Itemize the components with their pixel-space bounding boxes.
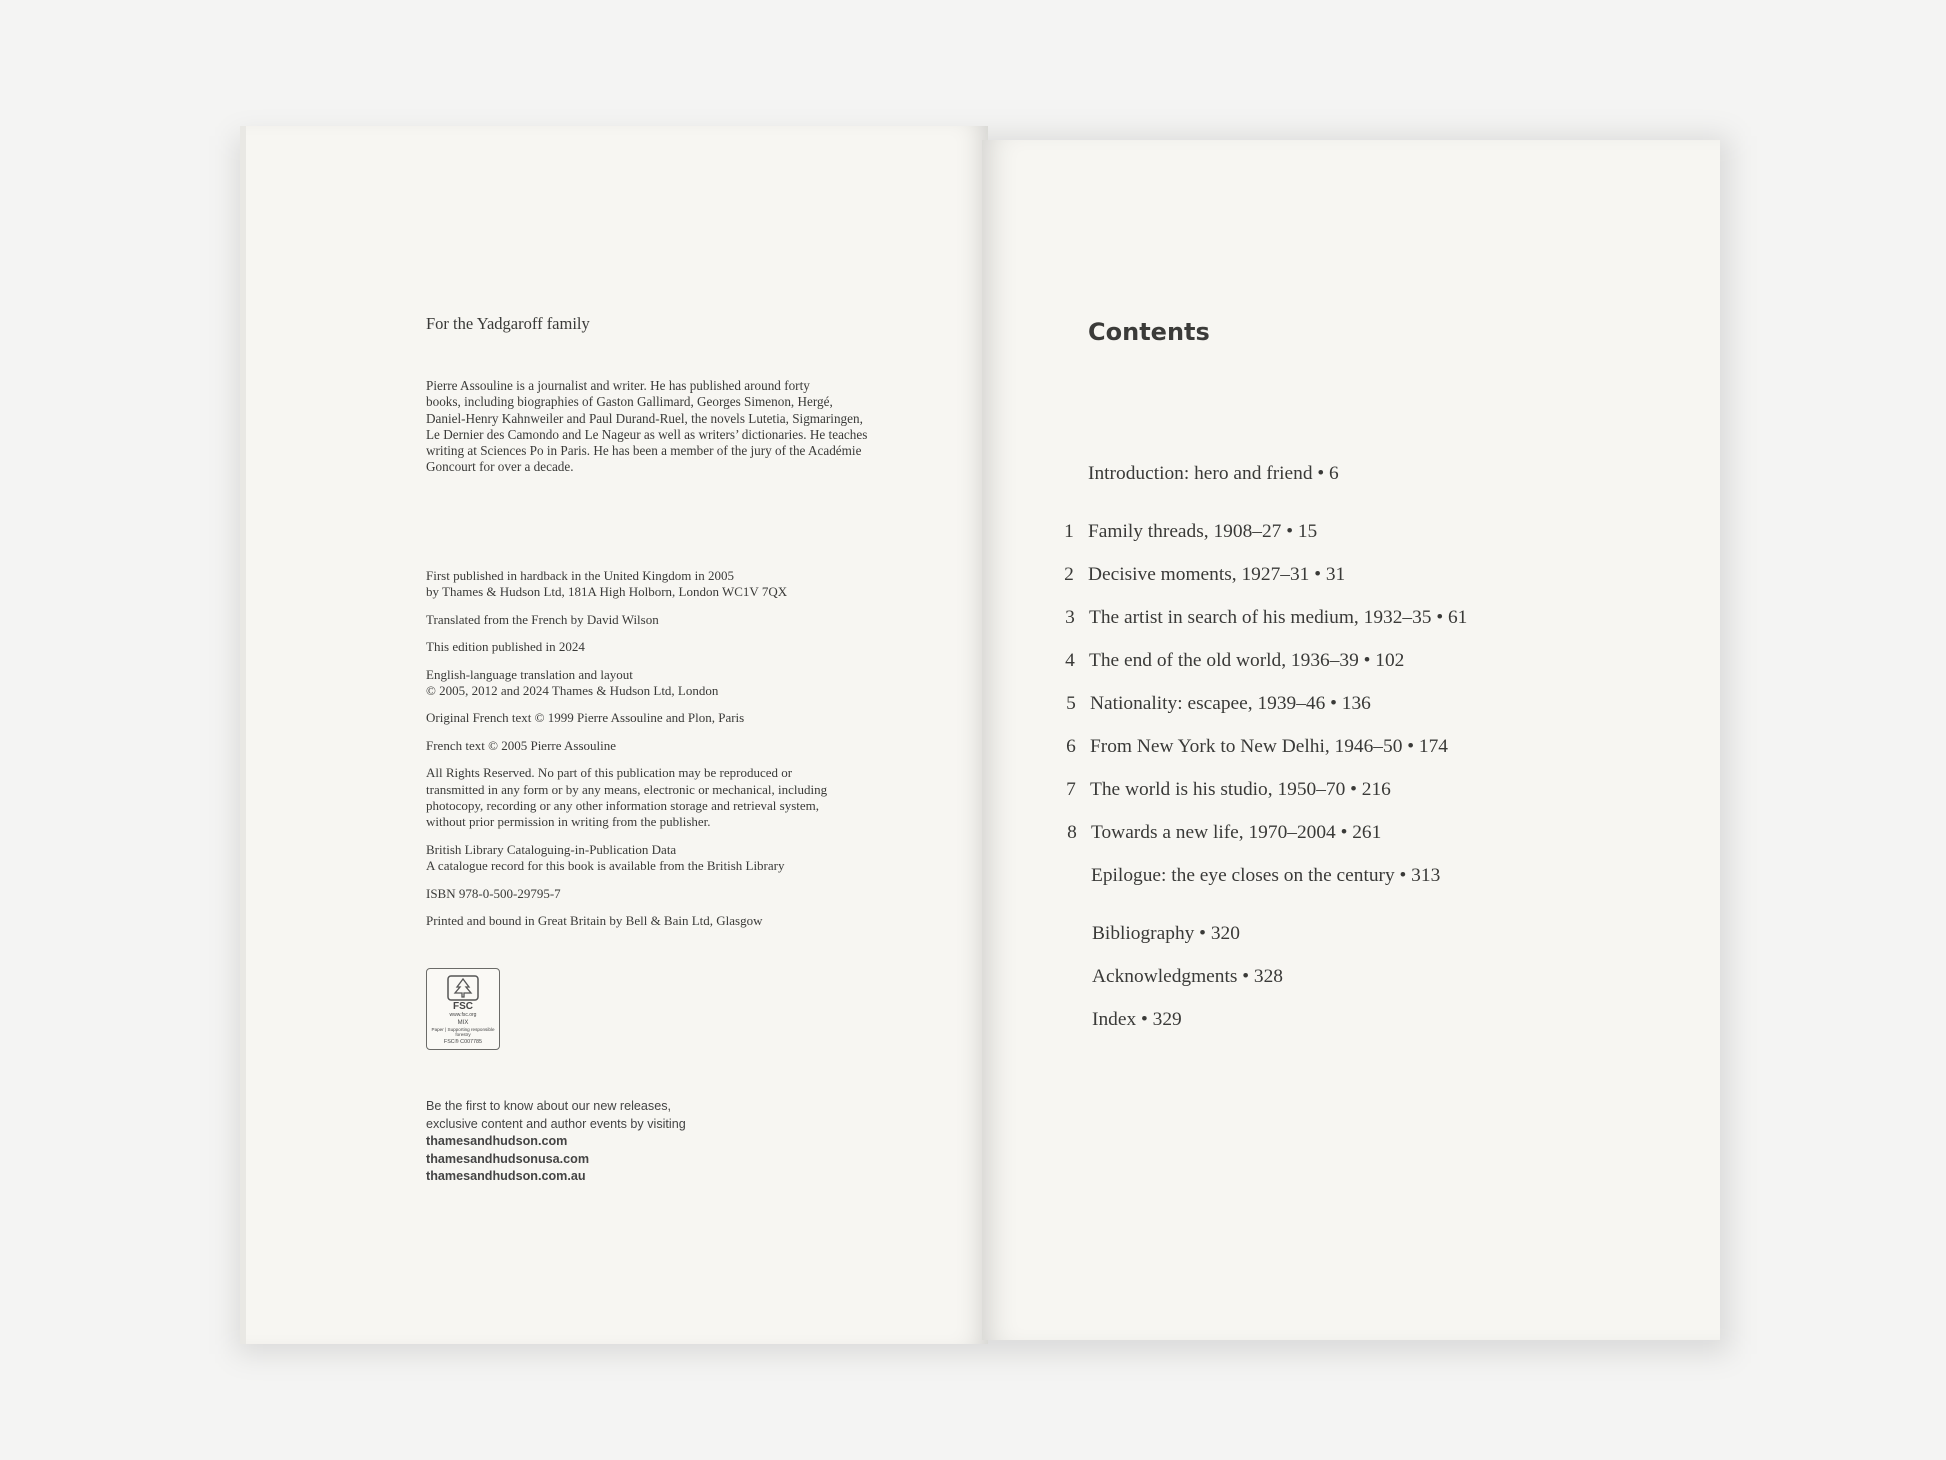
imprint-line: Translated from the French by David Wilson xyxy=(426,611,659,627)
toc-title: The artist in search of his medium, 1932–35 • 61 xyxy=(1089,607,1468,628)
imprint-line: Printed and bound in Great Britain by Bell & Bain Ltd, Glasgow xyxy=(426,913,763,929)
toc-entry-chapter-3 xyxy=(1065,607,1468,629)
toc-entry-chapter-2 xyxy=(1064,564,1346,586)
imprint-edition xyxy=(426,639,926,655)
toc-title: Acknowledgments • 328 xyxy=(1092,966,1283,987)
imprint-line: A catalogue record for this book is available from the British Library xyxy=(426,858,785,874)
toc-title: Bibliography • 320 xyxy=(1092,923,1240,944)
imprint-line: Original French text © 1999 Pierre Assouline and Plon, Paris xyxy=(426,710,745,726)
fsc-name: FSC xyxy=(453,1001,473,1012)
bio-line: Goncourt for over a decade. xyxy=(426,459,574,475)
website-url-au: thamesandhudson.com.au xyxy=(426,1169,586,1183)
toc-title: The world is his studio, 1950–70 • 216 xyxy=(1090,779,1391,800)
fsc-claim: Paper | Supporting responsible forestry xyxy=(431,1027,495,1037)
toc-entry-chapter-5 xyxy=(1066,693,1371,715)
toc-entry-chapter-1 xyxy=(1064,521,1318,543)
fsc-logo xyxy=(426,968,500,1050)
imprint-isbn xyxy=(426,886,926,902)
bio-line: Daniel-Henry Kahnweiler and Paul Durand-Ruel, the novels Lutetia, Sigmaringen, xyxy=(426,410,863,426)
bio-line: Pierre Assouline is a journalist and writer. He has published around forty xyxy=(426,378,810,393)
toc-entry-chapter-4 xyxy=(1065,650,1405,672)
toc-title: Epilogue: the eye closes on the century • 313 xyxy=(1091,865,1441,886)
website-url-uk: thamesandhudson.com xyxy=(426,1134,568,1148)
imprint-printer xyxy=(426,913,926,929)
imprint-line: British Library Cataloguing-in-Publication Data xyxy=(426,841,677,857)
imprint-line: First published in hardback in the United Kingdom in 2005 xyxy=(426,568,734,583)
imprint-translator xyxy=(426,612,926,628)
imprint-translation-copyright xyxy=(426,667,926,700)
toc-title: Decisive moments, 1927–31 • 31 xyxy=(1088,564,1346,585)
toc-title: Nationality: escapee, 1939–46 • 136 xyxy=(1090,693,1371,714)
imprint-line: © 2005, 2012 and 2024 Thames & Hudson Ltd, London xyxy=(426,683,719,699)
toc-title: Family threads, 1908–27 • 15 xyxy=(1088,521,1318,542)
toc-title: Introduction: hero and friend • 6 xyxy=(1088,463,1339,484)
toc-entry-epilogue xyxy=(1091,865,1440,887)
toc-entry-acknowledgments xyxy=(1092,966,1283,988)
fsc-site: www.fsc.org xyxy=(449,1011,477,1018)
imprint-line: transmitted in any form or by any means, electronic or mechanical, including xyxy=(426,781,828,797)
promo-text: Be the first to know about our new releases, xyxy=(426,1099,672,1113)
toc-title: From New York to New Delhi, 1946–50 • 174 xyxy=(1090,736,1448,757)
imprint-line: by Thames & Hudson Ltd, 181A High Holborn, London WC1V 7QX xyxy=(426,584,788,600)
toc-number: 1 xyxy=(1064,521,1074,542)
toc-number: 5 xyxy=(1066,693,1076,714)
toc-number: 7 xyxy=(1066,779,1076,800)
right-page-contents xyxy=(982,140,1720,1340)
toc-title: Towards a new life, 1970–2004 • 261 xyxy=(1091,822,1382,843)
toc-number: 4 xyxy=(1065,650,1075,671)
imprint-line: photocopy, recording or any other information storage and retrieval system, xyxy=(426,798,820,814)
fsc-mix-label: MIX xyxy=(457,1019,469,1026)
imprint-line: English-language translation and layout xyxy=(426,666,633,682)
toc-number: 8 xyxy=(1067,822,1077,843)
left-page-copyright xyxy=(240,126,988,1344)
imprint-line: French text © 2005 Pierre Assouline xyxy=(426,737,617,753)
imprint-rights-reserved xyxy=(426,765,926,831)
newsletter-promo xyxy=(426,1098,766,1186)
imprint-original-copyright xyxy=(426,710,926,726)
toc-entry-bibliography xyxy=(1092,923,1240,945)
author-bio xyxy=(426,378,926,476)
contents-heading: Contents xyxy=(1088,318,1210,346)
toc-number: 6 xyxy=(1066,736,1076,757)
toc-entry-chapter-8 xyxy=(1067,822,1382,844)
imprint-line: ISBN 978-0-500-29795-7 xyxy=(426,885,561,901)
bio-line: Le Dernier des Camondo and Le Nageur as well as writers’ dictionaries. He teaches xyxy=(426,426,868,442)
toc-title: Index • 329 xyxy=(1092,1009,1182,1030)
imprint-french-copyright xyxy=(426,738,926,754)
imprint-line: without prior permission in writing from the publisher. xyxy=(426,814,711,830)
imprint-line: All Rights Reserved. No part of this publication may be reproduced or xyxy=(426,765,793,781)
bio-line: books, including biographies of Gaston Gallimard, Georges Simenon, Hergé, xyxy=(426,394,833,410)
imprint-line: This edition published in 2024 xyxy=(426,639,585,655)
imprint-cip-data xyxy=(426,842,926,875)
imprint-first-published xyxy=(426,568,926,601)
toc-entry-index xyxy=(1092,1009,1182,1031)
fsc-tree-icon xyxy=(447,975,479,1001)
toc-title: The end of the old world, 1936–39 • 102 xyxy=(1089,650,1405,671)
toc-entry-introduction xyxy=(1088,463,1339,485)
toc-entry-chapter-7 xyxy=(1066,779,1391,801)
toc-number: 2 xyxy=(1064,564,1074,585)
promo-text: exclusive content and author events by visiting xyxy=(426,1116,686,1131)
website-url-usa: thamesandhudsonusa.com xyxy=(426,1151,590,1166)
toc-entry-chapter-6 xyxy=(1066,736,1448,758)
fsc-code: FSC® C007785 xyxy=(443,1038,483,1045)
dedication: For the Yadgaroff family xyxy=(426,314,590,333)
toc-number: 3 xyxy=(1065,607,1075,628)
bio-line: writing at Sciences Po in Paris. He has been a member of the jury of the Académie xyxy=(426,443,862,459)
copyright-imprint xyxy=(426,568,926,941)
